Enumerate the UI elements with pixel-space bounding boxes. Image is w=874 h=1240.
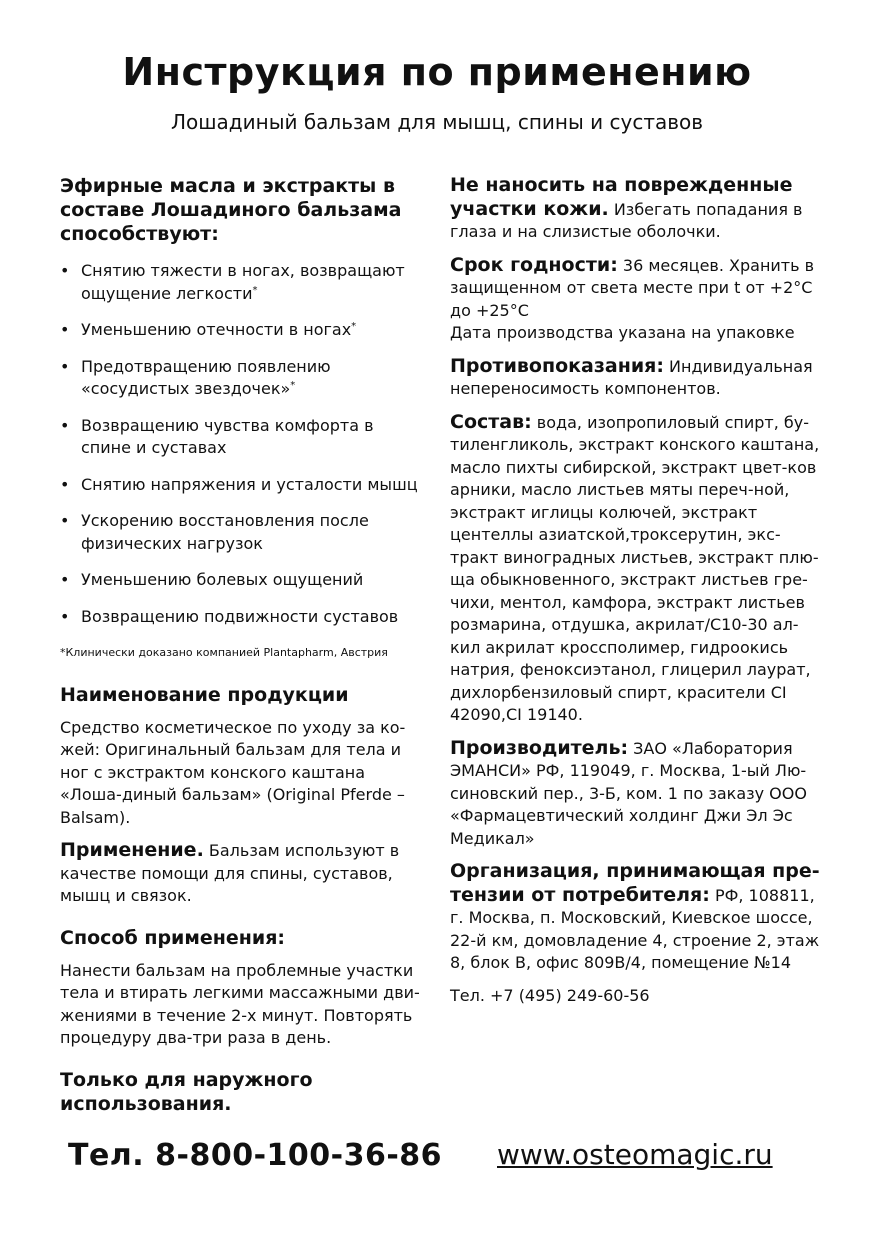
composition-paragraph [450,411,822,727]
application-text: Бальзам используют в качестве помощи для спины, суставов, мышц и связок. [60,841,400,905]
benefit-text: Предотвращению появлению «сосудистых звездочек» [81,356,331,398]
manufacturer-paragraph [450,737,822,851]
footnote-mark: * [290,380,296,391]
claims-paragraph [450,860,822,975]
benefit-text: Возвращению подвижности суставов [81,606,399,626]
warning-label: Не наносить на поврежденные участки кожи. [450,174,793,220]
external-use-note: Только для наружного использования. [60,1068,313,1115]
manufacturer-text: ЗАО «Лаборатория ЭМАНСИ» РФ, 119049, г. Москва, 1-ый Лю-синовский пер., 3-Б, ком. 1 по заказу ООО «Фармацевтический холдинг Джи Эл Эс Медикал» [450,738,807,848]
method-heading: Способ применения: [60,926,286,949]
right-column [450,174,822,1007]
benefit-text: Снятию тяжести в ногах, возвращают ощущение легкости [81,261,405,303]
claims-label: Организация, принимающая пре-тензии от потребителя: [450,860,820,906]
benefits-list [60,260,422,628]
benefit-text: Уменьшению болевых ощущений [81,570,364,589]
list-item [60,474,422,497]
list-item [60,260,422,305]
claims-text: РФ, 108811, г. Москва, п. Московский, Киевское шоссе, 22-й км, домовладение 4, строение 2, этаж 8, блок В, офис 809В/4, помещение №14 [450,885,820,972]
benefit-text: Возвращению чувства комфорта в спине и суставах [81,415,374,457]
benefit-text: Ускорению восстановления после физических нагрузок [81,511,369,553]
left-column [60,174,422,1116]
footer-phone: Тел. 8-800-100-36-86 [68,1138,443,1173]
warning-text: Избегать попадания в глаза и на слизистые оболочки. [450,199,803,241]
contraindications-text: Индивидуальная непереносимость компонентов. [450,356,813,398]
contraindications-paragraph [450,355,822,401]
website-link[interactable]: www.osteomagic.ru [497,1138,773,1171]
shelf-life-paragraph [450,254,822,323]
benefit-text: Уменьшению отечности в ногах [81,320,352,339]
product-heading: Наименование продукции [60,683,349,706]
footnote-mark: * [351,321,357,332]
warning-paragraph [450,174,822,244]
footnote-mark: * [252,284,258,296]
manufacturer-label: Производитель: [450,736,629,759]
list-item [60,319,422,342]
shelf-life-label: Срок годности: [450,253,618,276]
list-item [60,606,422,629]
list-item [60,510,422,555]
method-text: Нанести бальзам на проблемные участки тела и втирать легкими массажными дви-жениями в течение 2-х минут. Повторять процедуру два-три раза в день. [60,960,420,1047]
composition-text: вода, изопропиловый спирт, бу-тиленгликоль, экстракт конского каштана, масло пихты сибирской, экстракт цвет-ков арники, масло листьев мяты переч-ной, экстракт иглицы колючей, экстракт центеллы азиатской,троксерутин, экс-тракт виноградных листьев, экстракт плю-ща обыкновенного, экстракт листьев гре-чихи, ментол, камфора, экстракт листьев розмарина, отдушка, акрилат/С10-30 ал-кил акрилат кроссполимер, гидроокись натрия, феноксиэтанол, глицерил лаурат, дихлорбензиловый спирт, красители CI 42090,CI 19140. [450,412,820,724]
shelf-life-text: 36 месяцев. Хранить в защищенном от света месте при t от +2°С до +25°С [450,255,815,320]
contraindications-label: Противопоказания: [450,354,664,377]
contact-phone: Тел. +7 (495) 249-60-56 [450,985,650,1005]
application-paragraph [60,839,422,908]
intro-heading: Эфирные масла и экстракты в составе Лошадиного бальзама способствуют: [60,175,402,245]
composition-label: Состав: [450,410,532,433]
list-item [60,356,422,401]
page-title: Инструкция по применению [122,50,752,94]
footnote: *Клинически доказано компанией Plantapharm, Австрия [60,646,388,659]
product-text: Средство косметическое по уходу за ко-жей: Оригинальный бальзам для тела и ног с экстрактом конского каштана «Лоша-диный бальзам» (Original Pferde – Balsam). [60,717,406,827]
benefit-text: Снятию напряжения и усталости мышц [81,474,418,494]
application-label: Применение. [60,839,204,861]
list-item [60,415,422,460]
page-subtitle: Лошадиный бальзам для мышц, спины и суставов [170,110,704,134]
production-date-note: Дата производства указана на упаковке [450,323,795,342]
list-item [60,569,422,592]
